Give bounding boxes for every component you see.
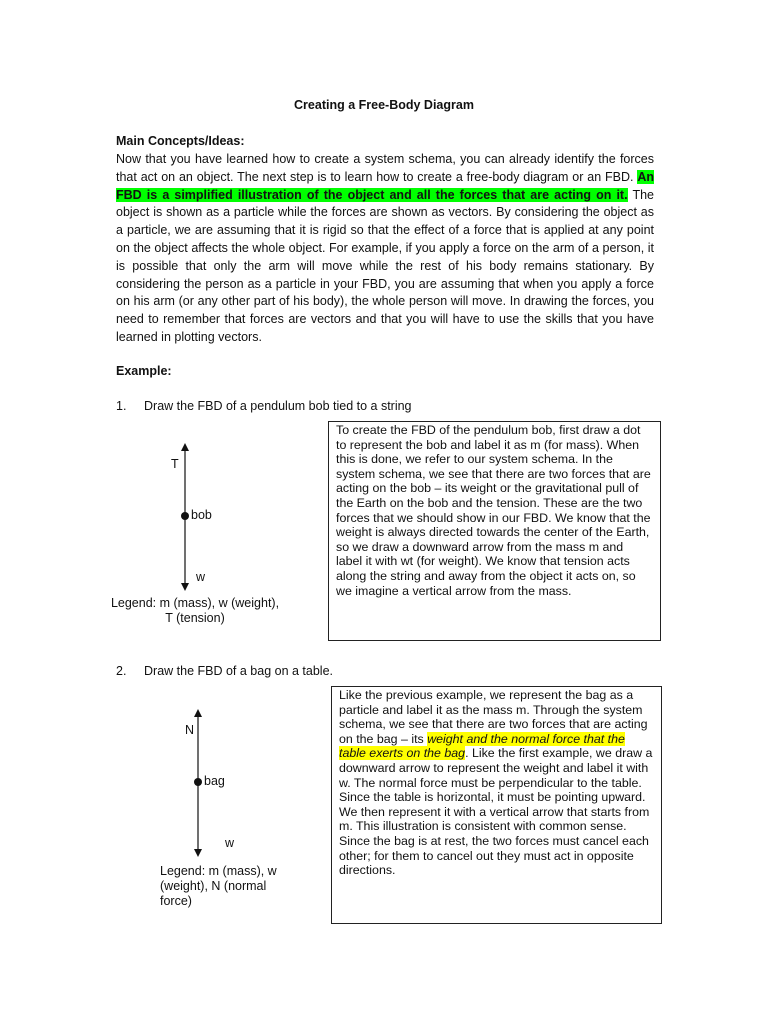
weight-label-2: w [225,836,235,850]
bag-particle [194,778,202,786]
example-heading: Example: [116,364,172,378]
example-2-prompt [116,664,333,678]
explanation-2-highlight: weight and the normal force that the table exerts on the bag [339,731,625,761]
intro-text-before: Now that you have learned how to create a system schema, you can already identify the forces that act on an object. The next step is to learn how to create a free-body diagram or an FBD. [116,152,654,184]
example-1-number: 1. [116,399,127,413]
explanation-2-after: . Like the first example, we draw a downward arrow to represent the weight and label it with w. The normal force must be perpendicular to the table. Since the table is horizontal, it must be pointing upward. We then represent it with a vertical arrow that starts from m. This illustration is consistent with common sense. Since the bag is at rest, the two forces must cancel each other; for them to cancel out they must act in opposite directions. [339,746,653,878]
legend-1 [100,596,290,626]
bob-particle [181,512,189,520]
explanation-2-before: Like the previous example, we represent the bag as a particle and label it as the mass m. Through the system schema, we see that there are two forces that are acting on the bag – its [339,688,648,746]
intro-highlight: An FBD is a simplified illustration of the object and all the forces that are acting on it. [116,169,654,202]
legend-2: Legend: m (mass), w (weight), N (normal force) [160,864,277,908]
example-1-prompt-text: Draw the FBD of a pendulum bob tied to a string [144,399,412,413]
normal-label: N [185,723,195,737]
explanation-box-2 [331,686,662,924]
bag-label: bag [204,774,225,788]
intro-text-after: The object is shown as a particle while the forces are shown as vectors. By considering the object as a particle, we are assuming that it is rigid so that the effect of a force that is applied at any point on the object affects the whole object. For example, if you apply a force on the arm of a person, it is possible that only the arm will move while the rest of his body remains stationary. By considering the person as a particle in your FBD, you are assuming that when you apply a force on his arm (or any other part of his body), the whole person will move. In drawing the forces, you need to remember that forces are vectors and that you will have to use the skills that you have learned in plotting vectors. [116,187,654,344]
legend-1-line1: Legend: m (mass), w (weight), [110,596,280,610]
bob-label: bob [191,508,212,522]
concepts-heading: Main Concepts/Ideas: [116,134,245,148]
explanation-box-1: To create the FBD of the pendulum bob, first draw a dot to represent the bob and label it as m (for mass). When this is done, we refer to our system schema. In the system schema, we see that there are two forces that are acting on the bob – its weight or the gravitational pull of the Earth on the bob and the tension. These are the two forces that we should show in our FBD. We know that the weight is always directed towards the center of the Earth, so we draw a downward arrow from the mass m and label it with wt (for weight). We know that tension acts along the string and away from the object it acts on, so we imagine a vertical arrow from the mass. [328,421,661,641]
tension-label: T [171,457,179,471]
weight-label-1: w [196,570,206,584]
page-title: Creating a Free-Body Diagram [294,98,474,112]
example-2-prompt-text: Draw the FBD of a bag on a table. [144,664,333,678]
legend-1-line2: T (tension) [165,611,225,625]
example-2-number: 2. [116,664,127,678]
